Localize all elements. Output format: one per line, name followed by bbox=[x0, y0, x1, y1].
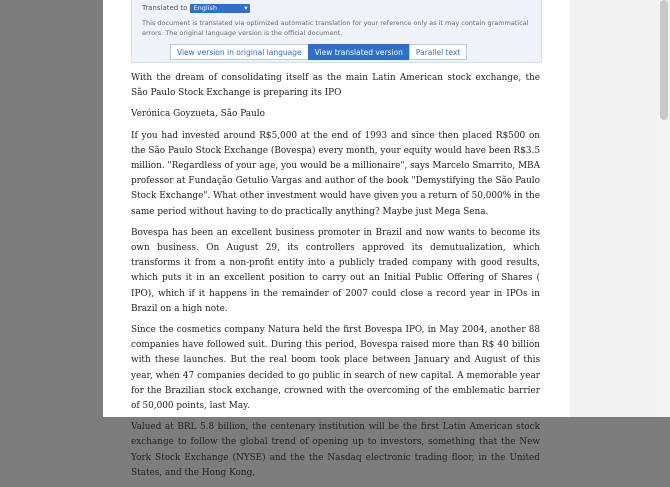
language-select[interactable] bbox=[190, 4, 250, 13]
translation-language-row bbox=[142, 2, 250, 14]
article-paragraph: Bovespa has been an excellent business promoter in Brazil and now wants to become its own business. On August 29, its controllers approved its demutualization, which transforms it from a non-profit entity into a publicly traded company with good results, which puts it in an excellent position to carry out an Initial Public Offering of Shares ( IPO), which if it happens in the remainder of 2007 could close a record year in IPOs in Brazil on a high note. bbox=[131, 227, 540, 314]
language-select-value: English bbox=[193, 4, 217, 12]
article-body bbox=[131, 71, 540, 487]
article-headline: With the dream of consolidating itself as the main Latin American stock exchange, the São Paulo Stock Exchange is preparing its IPO bbox=[131, 73, 540, 99]
document-page bbox=[103, 0, 570, 478]
translation-disclaimer: This document is translated via optimized automatic translation for your reference only as it may contain grammatical errors. The original language version is the official document. bbox=[142, 19, 529, 37]
scrollbar-thumb[interactable] bbox=[660, 0, 668, 120]
article-paragraph: If you had invested around R$5,000 at the end of 1993 and since then placed R$500 on the São Paulo Stock Exchange (Bovespa) every month, your equity would have been R$3.5 million. "Regardless of your age, you would be a millionaire", says Marcelo Smarrito, MBA professor at Fundação Getulio Vargas and author of the book "Demystifying the São Paulo Stock Exchange". What other investment would have given you a return of 50,000% in the same period without having to do practically anything? Maybe just Mega Sena. bbox=[131, 130, 540, 217]
window-background bbox=[570, 0, 670, 417]
translation-panel bbox=[131, 0, 542, 63]
tab-translated-version[interactable]: View translated version bbox=[308, 44, 410, 60]
tab-parallel-text[interactable]: Parallel text bbox=[409, 44, 468, 60]
tab-original-language[interactable]: View version in original language bbox=[170, 44, 309, 60]
chevron-down-icon: ▾ bbox=[244, 4, 248, 12]
view-mode-tabs bbox=[170, 44, 466, 60]
article-paragraph: Valued at BRL 5.8 billion, the centenary institution will be the first Latin American stock exchange to follow the global trend of opening up to investors, something that the New York Stock Exchange (NYSE) and the the Nasdaq electronic trading floor, in the United States, and the Hong Kong, bbox=[131, 422, 540, 478]
article-paragraph: Since the cosmetics company Natura held the first Bovespa IPO, in May 2004, another 88 companies have followed suit. During this period, Bovespa raised more than R$ 40 billion with these launches. But the real boom took place between January and August of this year, when 47 companies decided to go public in search of new capital. A memorable year for the Brazilian stock exchange, crowned with the overcoming of the emblematic barrier of 50,000 points, last May. bbox=[131, 325, 540, 412]
article-author: Verónica Goyzueta, São Paulo bbox=[131, 109, 265, 120]
translated-to-label: Translated to bbox=[142, 4, 188, 12]
